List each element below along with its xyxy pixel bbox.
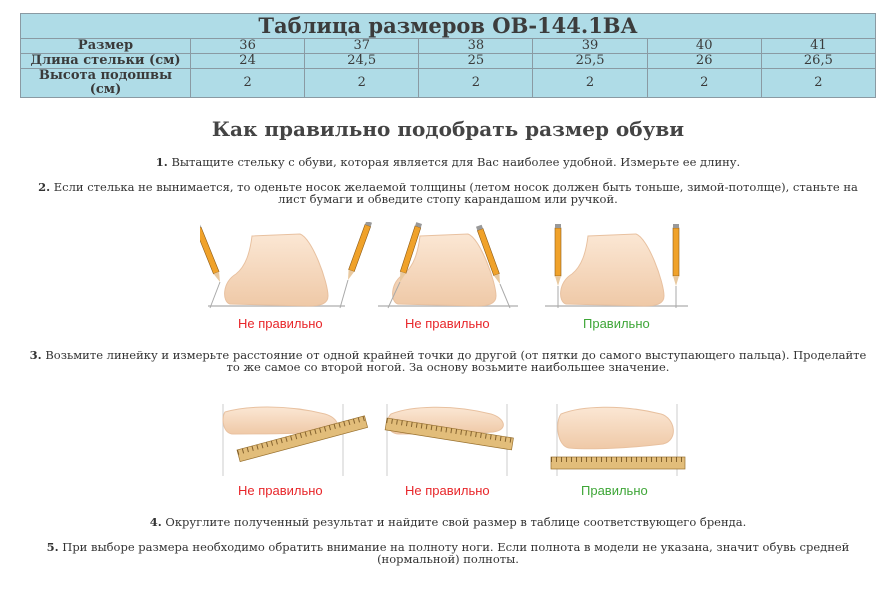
ruler-measure-wrong-2 (385, 404, 513, 476)
pencil-label-2: Не правильно (405, 316, 490, 331)
row-label: Длина стельки (см) (21, 54, 191, 69)
ruler-label-1: Не правильно (238, 483, 323, 498)
ruler-illustrations (215, 400, 695, 478)
table-row (21, 69, 876, 98)
table-cell: 26 (647, 54, 761, 69)
step-5 (28, 541, 868, 565)
table-title: Таблица размеров ОВ-144.1ВА (21, 14, 876, 39)
step-number: 4. (149, 515, 162, 529)
table-cell: 2 (191, 69, 305, 98)
page-heading: Как правильно подобрать размер обуви (211, 117, 685, 141)
foot-trace-wrong-2 (378, 222, 518, 308)
step-text: Вытащите стельку с обуви, которая является для Вас наиболее удобной. Измерьте ее длину. (167, 155, 741, 169)
ruler-measure-wrong-1 (223, 404, 368, 476)
pencil-illustrations (200, 222, 700, 314)
step-text: Возьмите линейку и измерьте расстояние от одной крайней точки до другой (от пятки до самого выступающего пальца). Проделайте то же самое со второй ногой. За основу возьмите наибольшее значение. (41, 348, 867, 374)
table-cell: 24,5 (305, 54, 419, 69)
step-3 (28, 349, 868, 373)
step-number: 3. (29, 348, 42, 362)
pencil-icon (555, 224, 561, 286)
ruler-measure-right (551, 404, 685, 476)
row-label: Размер (21, 39, 191, 54)
step-text: Если стелька не вынимается, то оденьте носок желаемой толщины (летом носок должен быть тоньше, зимой-потолще), станьте на лист бумаги и обведите стопу карандашом или ручкой. (50, 180, 858, 206)
table-cell: 26,5 (761, 54, 875, 69)
table-cell: 39 (533, 39, 647, 54)
table-cell: 2 (761, 69, 875, 98)
step-2 (28, 181, 868, 205)
step-number: 5. (46, 540, 59, 554)
ruler-label-2: Не правильно (405, 483, 490, 498)
pencil-label-1: Не правильно (238, 316, 323, 331)
pencil-icon (673, 224, 679, 286)
foot-trace-wrong-1 (200, 222, 372, 308)
table-cell: 36 (191, 39, 305, 54)
table-cell: 25 (419, 54, 533, 69)
pencil-label-3: Правильно (583, 316, 650, 331)
table-cell: 24 (191, 54, 305, 69)
step-1 (28, 156, 868, 168)
pencil-icon (345, 222, 372, 281)
row-label: Высота подошвы (см) (21, 69, 191, 98)
table-cell: 38 (419, 39, 533, 54)
table-cell: 2 (533, 69, 647, 98)
pencil-icon (200, 223, 223, 283)
table-cell: 2 (647, 69, 761, 98)
size-table (20, 13, 876, 98)
table-row (21, 39, 876, 54)
ruler-icon (551, 457, 685, 469)
table-cell: 25,5 (533, 54, 647, 69)
step-text: При выборе размера необходимо обратить внимание на полноту ноги. Если полнота в модели не указана, значит обувь средней (нормальной) полноты. (58, 540, 850, 566)
table-row (21, 54, 876, 69)
table-cell: 37 (305, 39, 419, 54)
ruler-label-3: Правильно (581, 483, 648, 498)
step-number: 2. (38, 180, 51, 194)
table-cell: 2 (305, 69, 419, 98)
step-number: 1. (155, 155, 168, 169)
table-cell: 40 (647, 39, 761, 54)
table-cell: 2 (419, 69, 533, 98)
foot-trace-right (545, 224, 688, 308)
step-text: Округлите полученный результат и найдите свой размер в таблице соответствующего бренда. (161, 515, 747, 529)
table-cell: 41 (761, 39, 875, 54)
step-4 (28, 516, 868, 528)
